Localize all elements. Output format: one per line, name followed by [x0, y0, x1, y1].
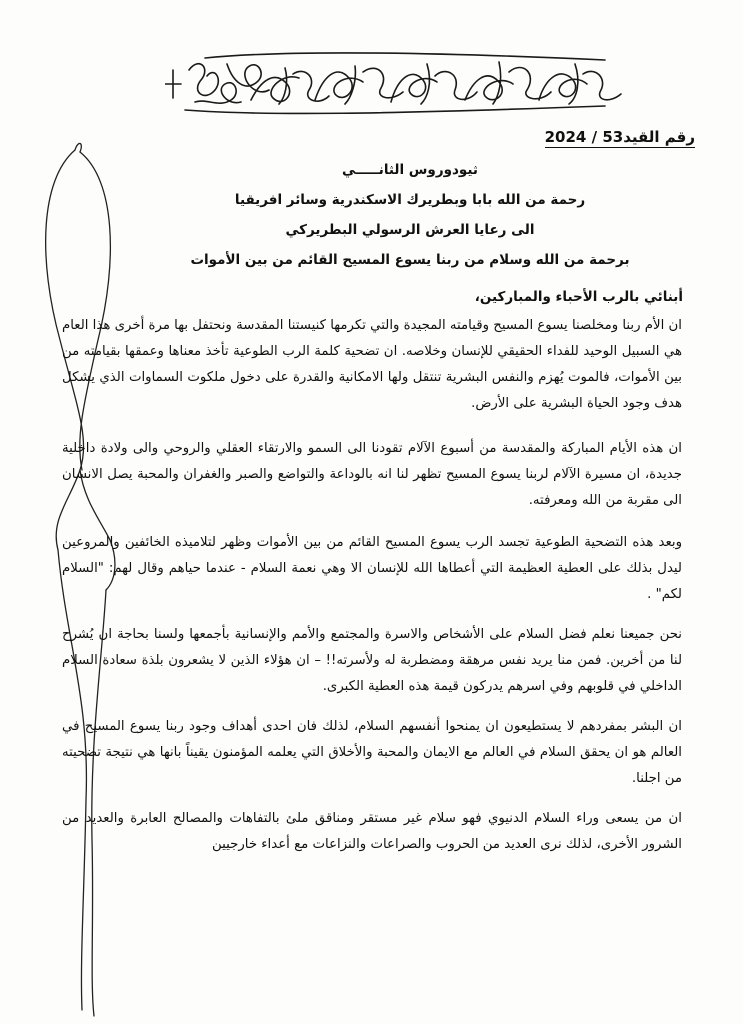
reference-number: رقم القيد53 / 2024 [544, 128, 695, 146]
patriarch-title: رحمة من الله بابا وبطريرك الاسكندرية وسائر افريقيا [234, 192, 586, 208]
paragraph-3: وبعد هذه التضحية الطوعية تجسد الرب يسوع المسيح القائم من بين الأموات وظهر لتلاميذه الخائفين والمروعين ليدل بذلك على العطية العظيمة التي أعطاها الله للإنسان الا وهي نعمة السلام - عندما حياهم وقال لهم: "السلام لكم" . [62, 535, 682, 602]
calligraphy-signature [165, 50, 625, 120]
paragraph-6: ان من يسعى وراء السلام الدنيوي فهو سلام غير مستقر ومناقق ملئ بالتفاهات والمصالح العابرة والعديد من الشرور الأخرى، لذلك نرى العديد من الحروب والصراعات والنزاعات مع أعداء خارجيين [62, 811, 682, 852]
blessing-line: برحمة من الله وسلام من ربنا يسوع المسيح القائم من بين الأموات [190, 252, 630, 268]
patriarch-name: ثيودوروس الثانـــــي [342, 162, 478, 178]
paragraph-4: نحن جميعنا نعلم فضل السلام على الأشخاص والاسرة والمجتمع والأمم والإنسانية بأجمعها ولسنا بحاجة ان يُشرح لنا من أخرين. فمن منا يريد نفس مرهقة ومضطربة له ولأسرته!! – ان هؤلاء الذين لا يشعرون بلذة سعادة السلام الداخلي في قلوبهم وفي اسرهم يدركون قيمة هذه العطية الكبرى. [62, 627, 682, 694]
paragraph-5: ان البشر بمفردهم لا يستطيعون ان يمنحوا أنفسهم السلام، لذلك فان احدى أهداف وجود ربنا يسوع المسيح في العالم هو ان يحقق السلام في العالم مع الايمان والمحبة والأخلاق التي يعلمه المؤمنون يقيناً بانها هي نتيجة تضحيته من اجلنا. [62, 719, 682, 786]
paragraph-1: ان الأم ربنا ومخلصنا يسوع المسيح وقيامته المجيدة والتي تكرمها كنيستنا المقدسة ونحتفل بها مرة أخرى هذا العام هي السبيل الوحيد للفداء الحقيقي للإنسان وخلاصه. ان تضحية كلمة الرب الطوعية تأخذ معناها وعمقها بقيامته من بين الأموات، فالموت يُهزم والنفس البشرية تنتقل ولها الامكانية والقدرة على دخول ملكوت السماوات الذي يشكل هدف وجود الحياة البشرية على الأرض. [62, 318, 682, 411]
addressee-line: الى رعايا العرش الرسولي البطريركي [285, 222, 535, 238]
greeting: أبنائي بالرب الأحباء والمباركين، [474, 289, 683, 305]
paragraph-2: ان هذه الأيام المباركة والمقدسة من أسبوع الآلام تقودنا الى السمو والارتقاء العقلي والروحي والى ولادة داخلية جديدة، ان مسيرة الآلام لربنا يسوع المسيح تظهر لنا انه بالوداعة والتواضع والصبر والغفران والمحبة يصل الانسان الى مقربة من الله ومعرفته. [62, 441, 682, 508]
